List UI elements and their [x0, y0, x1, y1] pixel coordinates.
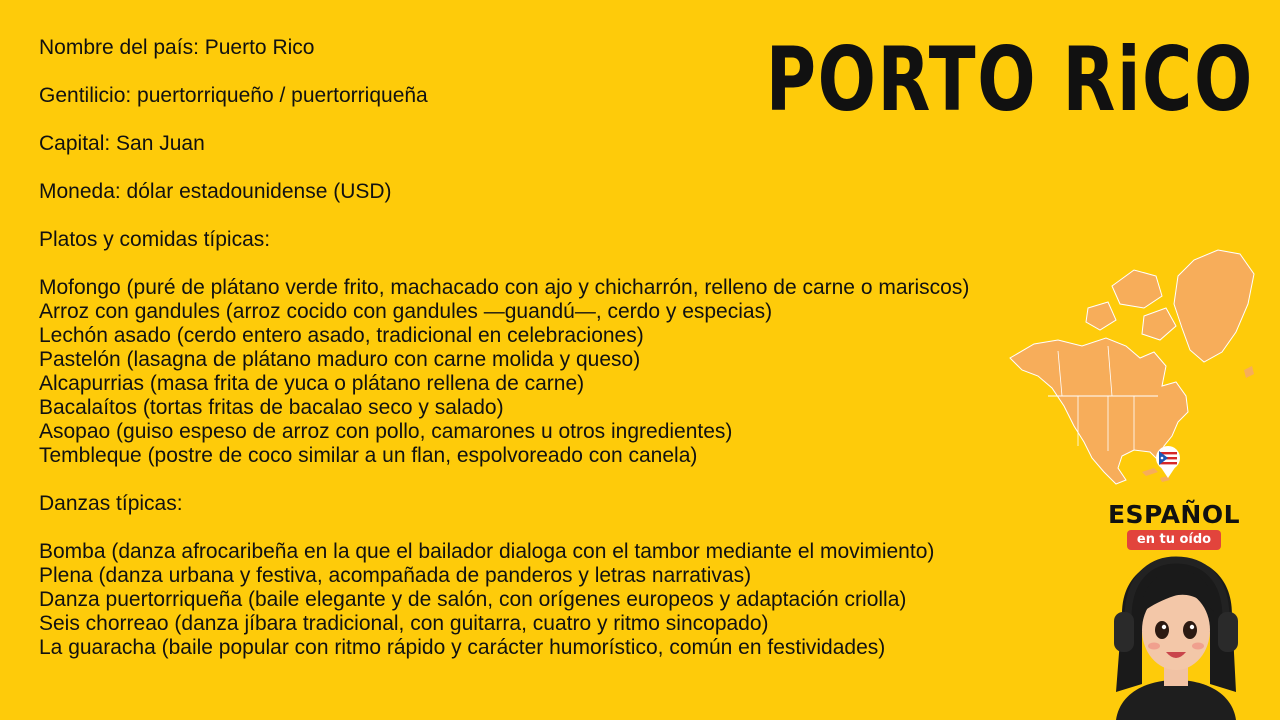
dish-item: Alcapurrias (masa frita de yuca o plátano rellena de carne): [39, 372, 585, 395]
espanol-logo: [1104, 500, 1244, 552]
dish-item: Arroz con gandules (arroz cocido con gandules —guandú—, cerdo y especias): [39, 300, 773, 323]
page-title: PORTO RiCO: [765, 28, 1254, 131]
dish-item: Pastelón (lasagna de plátano maduro con carne molida y queso): [39, 348, 641, 371]
dish-item: Lechón asado (cerdo entero asado, tradicional en celebraciones): [39, 324, 644, 347]
avatar: [1092, 552, 1260, 720]
dance-item: Plena (danza urbana y festiva, acompañada de panderos y letras narrativas): [39, 564, 752, 587]
dishes-heading: Platos y comidas típicas:: [39, 228, 271, 251]
dance-item: Bomba (danza afrocaribeña en la que el bailador dialoga con el tambor mediante el movimiento): [39, 540, 935, 563]
capital: Capital: San Juan: [39, 132, 205, 155]
dance-item: Seis chorreao (danza jíbara tradicional, con guitarra, cuatro y ritmo sincopado): [39, 612, 769, 635]
country-name: Nombre del país: Puerto Rico: [39, 36, 315, 59]
dish-item: Asopao (guiso espeso de arroz con pollo, camarones u otros ingredientes): [39, 420, 733, 443]
dish-item: Mofongo (puré de plátano verde frito, machacado con ajo y chicharrón, relleno de carne o mariscos): [39, 276, 970, 299]
logo-title: ESPAÑOL: [1107, 500, 1241, 529]
dish-item: Tembleque (postre de coco similar a un flan, espolvoreado con canela): [39, 444, 698, 467]
demonym: Gentilicio: puertorriqueño / puertorriqueña: [39, 84, 428, 107]
dance-item: La guaracha (baile popular con ritmo rápido y carácter humorístico, común en festividades): [39, 636, 886, 659]
dish-item: Bacalaítos (tortas fritas de bacalao seco y salado): [39, 396, 504, 419]
dance-item: Danza puertorriqueña (baile elegante y de salón, con orígenes europeos y adaptación criolla): [39, 588, 907, 611]
puerto-rico-flag-marker-icon: [1156, 446, 1180, 478]
north-america-map-icon: [1008, 246, 1258, 496]
logo-subtitle: en tu oído: [1127, 530, 1221, 550]
currency: Moneda: dólar estadounidense (USD): [39, 180, 392, 203]
dances-heading: Danzas típicas:: [39, 492, 183, 515]
